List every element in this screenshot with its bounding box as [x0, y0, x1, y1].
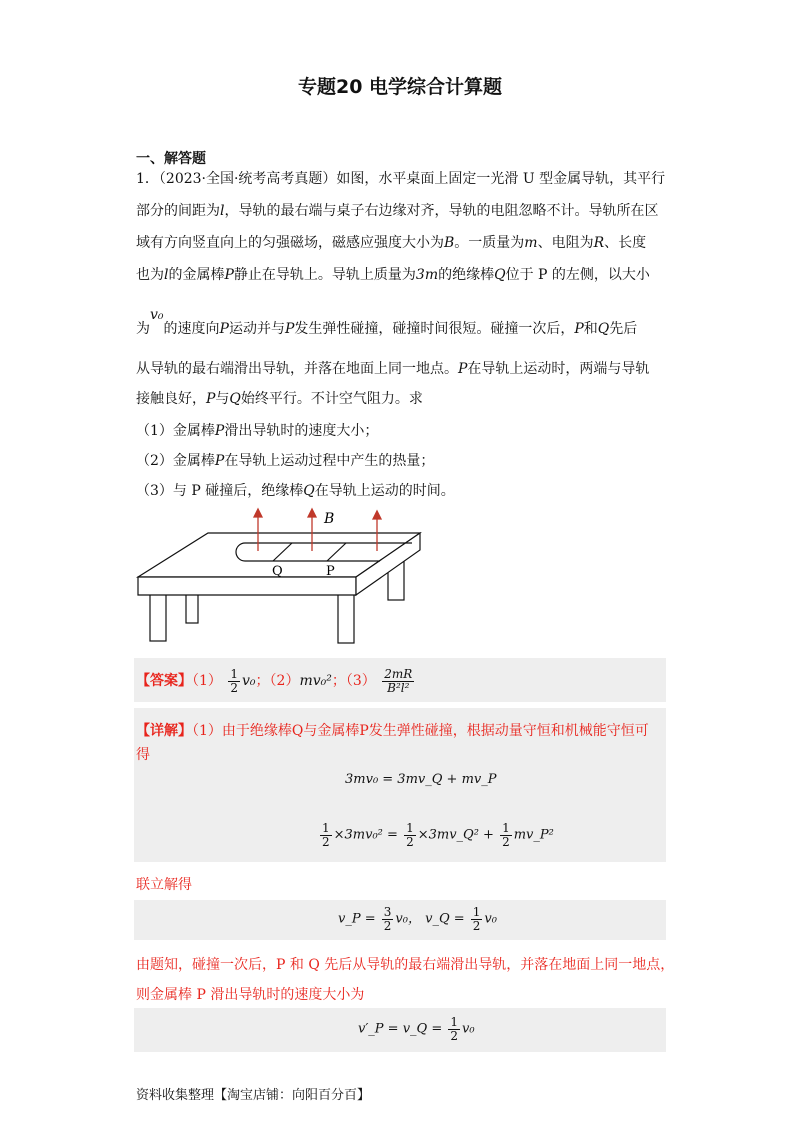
footer-text: 资料收集整理【淘宝店铺：向阳百分百】	[136, 1088, 371, 1103]
problem-line-2: 部分的间距为l，导轨的最右端与桌子右边缘对齐，导轨的电阻忽略不计。导轨所在区	[136, 203, 659, 219]
section-heading: 一、解答题	[136, 151, 206, 167]
problem-line-1: 1．（2023·全国·统考高考真题）如图，水平桌面上固定一光滑 U 型金属导轨，其平行	[136, 171, 666, 187]
equation-final: v′_P = v_Q = $\frac{1}{2}$ v₀	[358, 1015, 475, 1043]
equation-energy: $\frac{1}{2}$ ×3mv₀² = $\frac{1}{2}$ ×3mv_Q² + $\frac{1}{2}$ mv_P²	[322, 821, 554, 849]
table-front-edge	[138, 577, 356, 595]
table-rail-figure	[130, 505, 430, 650]
table-leg	[338, 593, 354, 643]
page-title: 专题20 电学综合计算题	[297, 76, 503, 98]
detail-line-3: 由题知，碰撞一次后，P 和 Q 先后从导轨的最右端滑出导轨，并落在地面上同一地点，	[136, 957, 675, 973]
table-leg	[150, 593, 166, 641]
question-3: （3）与 P 碰撞后，绝缘棒Q在导轨上运动的时间。	[136, 483, 455, 499]
detail-line-1: 【详解】（1）由于绝缘棒Q与金属棒P发生弹性碰撞，根据动量守恒和机械能守恒可	[136, 723, 649, 739]
detail-line-2: 得	[136, 747, 150, 763]
detail-line-4: 则金属棒 P 滑出导轨时的速度大小为	[136, 987, 365, 1003]
problem-line-5: 为v₀的速度向P运动并与P发生弹性碰撞，碰撞时间很短。碰撞一次后，P和Q先后	[136, 307, 638, 337]
question-1: （1）金属棒P滑出导轨时的速度大小；	[136, 423, 379, 439]
label-p: P	[326, 564, 335, 579]
join-solve-text: 联立解得	[136, 877, 192, 893]
label-q: Q	[272, 564, 283, 579]
table-leg	[186, 593, 198, 623]
label-b: B	[324, 511, 335, 527]
answer-line: 【答案】（1） $\frac{1}{2}$ v₀；（2）mv₀²；（3） $\frac{2mR}{\text{B²l²}}$	[136, 667, 413, 695]
problem-line-3: 域有方向竖直向上的匀强磁场，磁感应强度大小为B。一质量为m、电阻为R、长度	[136, 235, 647, 251]
problem-line-4: 也为l的金属棒P静止在导轨上。导轨上质量为3m的绝缘棒Q位于 P 的左侧，以大小	[136, 267, 650, 283]
question-2: （2）金属棒P在导轨上运动过程中产生的热量；	[136, 453, 435, 469]
problem-line-6: 从导轨的最右端滑出导轨，并落在地面上同一地点。P在导轨上运动时，两端与导轨	[136, 361, 650, 377]
equation-velocities: v_P = $\frac{3}{2}$ v₀， v_Q = $\frac{1}{2}$ v₀	[338, 905, 497, 933]
equation-momentum: 3mv₀ = 3mv_Q + mv_P	[345, 772, 497, 787]
problem-line-7: 接触良好，P与Q始终平行。不计空气阻力。求	[136, 391, 423, 407]
